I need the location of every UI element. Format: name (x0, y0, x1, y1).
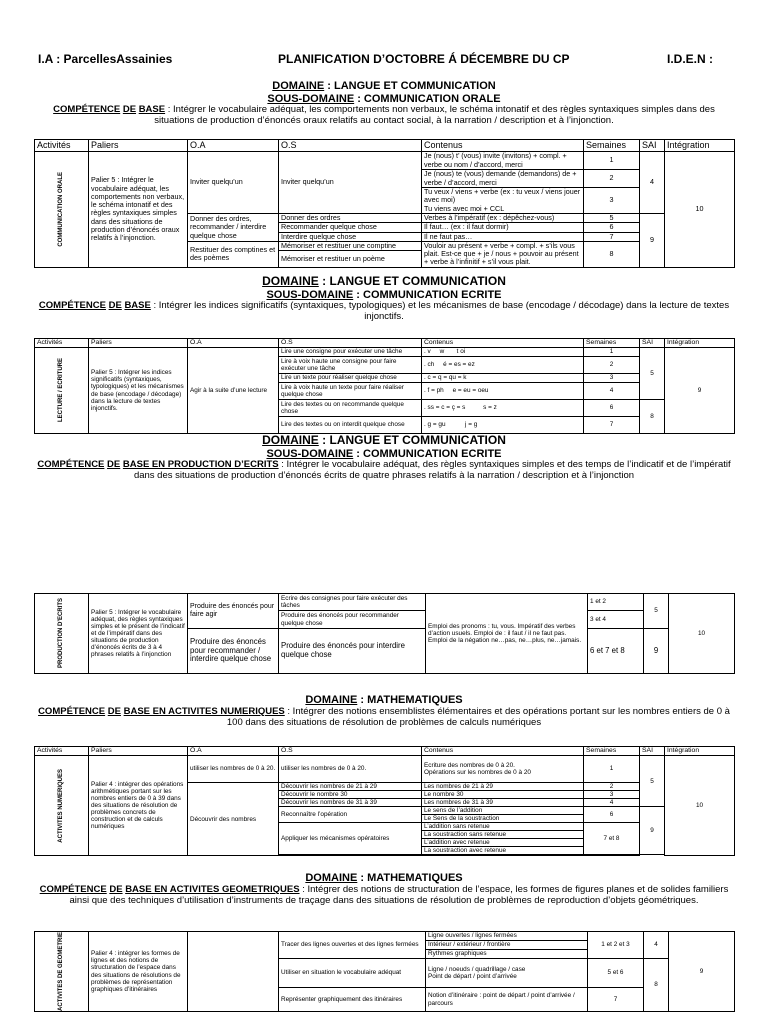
week-value: 1 (584, 348, 640, 357)
col-contenus: Contenus (422, 140, 584, 152)
palier-text: Palier 4 : intégrer des opérations arithmétiques portant sur les nombres entiers de 0 à 39 dans des situations de résolution de problèmes concrets de construction et de calculs numériques (89, 756, 188, 856)
content-text: Je (nous) t’ (vous) invite (invitons) + compl. + verbe ou nom / d’accord, merci (422, 152, 584, 170)
integration-value: 10 (665, 756, 735, 856)
section-4-heading: DOMAINE : MATHEMATIQUES COMPÉTENCE DE BASE EN ACTIVITES NUMERIQUES : Intégrer des notions ensemblistes élémentaires et des opérations portant sur les nombres entiers de 0 à 100 dans des situations de résolution de problèmes de calculs numériques (38, 694, 730, 728)
table-lecture-ecriture (34, 338, 735, 434)
content-text: Ecriture des nombres de 0 à 20. Opérations sur les nombres de 0 à 20 (422, 756, 584, 783)
palier-text: Palier 5 : Intégrer les indices significatifs (syntaxiques, typologiques) et les mécanismes de base (encodage / décodage) dans la lecture de textes injonctifs. (89, 348, 188, 434)
week-value: 3 et 4 (588, 611, 644, 629)
sai-value: 5 (644, 594, 669, 629)
os-text: Lire des textes ou on interdit quelque chose (279, 417, 422, 434)
content-text: Notion d’itinéraire : point de départ / point d’arrivée / parcours (426, 988, 588, 1012)
os-text: Lire un texte pour réaliser quelque chose (279, 374, 422, 383)
oa-text: Agir à la suite d’une lecture (188, 348, 279, 434)
week-value: 6 (584, 807, 640, 823)
table-production-ecrits (34, 593, 735, 674)
content-text: . f = ph e = eu = oeu (422, 383, 584, 400)
activity-label: COMMUNICATION ORALE (58, 172, 65, 247)
domain-value: : LANGUE ET COMMUNICATION (324, 80, 496, 92)
col-activites: Activités (35, 339, 89, 348)
sai-value: 9 (644, 629, 669, 674)
content-text: Ligne ouvertes / lignes fermées (426, 932, 588, 941)
col-integration: Intégration (665, 140, 735, 152)
week-value: 1 et 2 et 3 (588, 932, 644, 959)
os-text: utiliser les nombres de 0 à 20. (279, 756, 422, 783)
os-text: Représenter graphiquement des itinéraires (279, 988, 426, 1012)
domain-label: DOMAINE (272, 80, 325, 92)
os-text: Produire des énoncés pour interdire quelque chose (279, 629, 426, 674)
oa-text: Produire des énoncés pour recommander / interdire quelque chose (188, 629, 279, 674)
os-text: Ecrire des consignes pour faire exécuter des tâches (279, 594, 426, 611)
content-text: . c = q = qu = k (422, 374, 584, 383)
os-text: Mémoriser et restituer un poème (279, 251, 422, 267)
palier-text: Palier 5 : Intégrer le vocabulaire adéquat, les comportements non verbaux, le schéma intonatif et des règles syntaxiques simples dans des situations de production d’énoncés oraux relatifs à l’injonction. (89, 152, 188, 268)
col-os: O.S (279, 140, 422, 152)
col-activites: Activités (35, 747, 89, 756)
os-text: Utiliser en situation le vocabulaire adéquat (279, 959, 426, 988)
content-text: La soustraction avec retenue (422, 847, 584, 855)
week-value: 2 (584, 783, 640, 791)
integration-value: 9 (669, 932, 735, 1012)
competence-text: COMPÉTENCE DE BASE : Intégrer le vocabulaire adéquat, les comportements non verbaux, le schéma intonatif et des règles syntaxiques simples dans des situations de production d’énoncés oraux relatifs au contact social, à la narration / description et à l’injonction. (53, 104, 715, 127)
oa-text: Découvrir des nombres (188, 783, 279, 856)
content-text: Je (nous) te (vous) demande (demandons) de + verbe / d’accord, merci (422, 170, 584, 188)
oa-text: Restituer des comptines et des poèmes (188, 241, 279, 267)
section-2-heading: DOMAINE : LANGUE ET COMMUNICATION SOUS-DOMAINE : COMMUNICATION ECRITE COMPÉTENCE DE BASE : Intégrer les indices significatifs (syntaxiques, typologiques) et les mécanismes de base (encodage / décodage) dans la lecture de textes injonctifs. (38, 274, 730, 323)
col-activites: Activités (35, 140, 89, 152)
week-value: 8 (584, 241, 640, 267)
os-text: Découvrir le nombre 30 (279, 791, 422, 799)
os-text: Tracer des lignes ouvertes et des lignes fermées (279, 932, 426, 959)
content-text: Verbes à l’impératif (ex : dépêchez-vous) (422, 214, 584, 223)
os-text: Reconnaître l’opération (279, 807, 422, 823)
content-text: Le Sens de la soustraction (422, 815, 584, 823)
os-text: Lire à voix haute une consigne pour faire exécuter une tâche (279, 357, 422, 374)
sai-value: 9 (640, 214, 665, 268)
sai-value: 8 (644, 959, 669, 1012)
week-value: 6 et 7 et 8 (588, 629, 644, 674)
os-text: Lire des textes ou on recommande quelque chose (279, 400, 422, 417)
content-text: Rythmes graphiques (426, 950, 588, 959)
oa-text: Produire des énoncés pour faire agir (188, 594, 279, 629)
sai-value: 4 (640, 152, 665, 214)
subdomain-value: : COMMUNICATION ORALE (354, 92, 501, 105)
sai-value: 5 (640, 756, 665, 807)
activity-label: LECTURE / ECRITURE (58, 358, 65, 423)
week-value: 1 (584, 756, 640, 783)
week-value: 3 (584, 374, 640, 383)
week-value: 1 et 2 (588, 594, 644, 611)
content-text: Tu veux / viens + verbe (ex : tu veux / viens jouer avec moi) Tu viens avec moi + CCL (422, 188, 584, 214)
col-contenus: Contenus (422, 747, 584, 756)
content-text: . ss = c = ç = s s = z (422, 400, 584, 417)
ia-label: I.A : ParcellesAssainies (38, 52, 173, 66)
oa-text: Donner des ordres, recommander / interdire quelque chose (188, 214, 279, 242)
palier-text: Palier 4 : intégrer les formes de lignes et des notions de structuration de l’espace dans des situations de résolutions de problèmes de représentation graphiques d’itinéraires (89, 932, 188, 1012)
content-text: . ch é = es = ez (422, 357, 584, 374)
content-text: Les nombres de 21 à 29 (422, 783, 584, 791)
week-value: 2 (584, 170, 640, 188)
iden-label: I.D.E.N : (667, 52, 714, 66)
col-semaines: Semaines (584, 747, 640, 756)
oa-text (188, 932, 279, 1012)
os-text: Découvrir les nombres de 21 à 29 (279, 783, 422, 791)
col-sai: SAI (640, 339, 665, 348)
os-text: Produire des énoncés pour recommander quelque chose (279, 611, 426, 629)
os-text: Donner des ordres (279, 214, 422, 223)
col-paliers: Paliers (89, 339, 188, 348)
col-sai: SAI (640, 140, 665, 152)
week-value: 4 (584, 383, 640, 400)
sai-value: 9 (640, 807, 665, 855)
col-paliers: Paliers (89, 140, 188, 152)
col-integration: Intégration (665, 747, 735, 756)
integration-value: 10 (665, 152, 735, 268)
col-os: O.S (279, 339, 422, 348)
activity-label: PRODUCTION D’ECRITS (58, 598, 65, 669)
os-text: Interdire quelque chose (279, 232, 422, 241)
os-text: Mémoriser et restituer une comptine (279, 241, 422, 250)
week-value: 2 (584, 357, 640, 374)
week-value: 5 et 6 (588, 959, 644, 988)
week-value: 4 (584, 799, 640, 807)
os-text: Recommander quelque chose (279, 223, 422, 232)
week-value: 5 (584, 214, 640, 223)
table-activites-geometrie (34, 931, 735, 1012)
content-text: Ligne / noeuds / quadrillage / case Point de départ / point d’arrivée (426, 959, 588, 988)
content-text: Il faut… (ex : il faut dormir) (422, 223, 584, 232)
col-sai: SAI (640, 747, 665, 756)
content-text: Emploi des pronoms : tu, vous. Impératif des verbes d’action usuels. Emploi de : il faut / il ne faut pas. Emploi de la négation ne…pas, ne…plus, ne…jamais. (426, 594, 588, 674)
content-text: . v w t oi (422, 348, 584, 357)
content-text: . g = gu j = g (422, 417, 584, 434)
os-text: Lire une consigne pour exécuter une tâche (279, 348, 422, 357)
week-value: 7 et 8 (584, 823, 640, 855)
integration-value: 10 (669, 594, 735, 674)
content-text: Il ne faut pas… (422, 232, 584, 241)
col-oa: O.A (188, 747, 279, 756)
col-integration: Intégration (665, 339, 735, 348)
content-text: Le sens de l’addition (422, 807, 584, 815)
sai-value: 4 (644, 932, 669, 959)
col-oa: O.A (188, 140, 279, 152)
content-text: La soustraction sans retenue (422, 831, 584, 839)
col-contenus: Contenus (422, 339, 584, 348)
week-value: 7 (584, 417, 640, 434)
os-text: Découvrir les nombres de 31 à 39 (279, 799, 422, 807)
week-value: 7 (588, 988, 644, 1012)
os-text: Inviter quelqu’un (279, 152, 422, 214)
col-os: O.S (279, 747, 422, 756)
oa-text: Inviter quelqu’un (188, 152, 279, 214)
week-value: 3 (584, 188, 640, 214)
table-activites-numeriques (34, 746, 735, 856)
sai-value: 5 (640, 348, 665, 400)
week-value: 6 (584, 400, 640, 417)
week-value: 6 (584, 223, 640, 232)
col-paliers: Paliers (89, 747, 188, 756)
table-communication-orale (34, 139, 735, 268)
page-title: PLANIFICATION D’OCTOBRE Á DÉCEMBRE DU CP (278, 52, 570, 66)
col-oa: O.A (188, 339, 279, 348)
activity-label: ACTIVITES NUMERIQUES (58, 768, 65, 843)
integration-value: 9 (665, 348, 735, 434)
section-1-heading (0, 80, 768, 127)
section-3-heading: DOMAINE : LANGUE ET COMMUNICATION SOUS-DOMAINE : COMMUNICATION ECRITE COMPÉTENCE DE BASE EN PRODUCTION D’ECRITS : Intégrer le vocabulaire adéquat, des règles syntaxiques simples et des temps de l’indicatif et de l’impératif dans des situations de production d’énoncés écrits de quatre phrases relatifs à la narration / description et à l’injonction (37, 433, 731, 482)
oa-text: utiliser les nombres de 0 à 20. (188, 756, 279, 783)
col-semaines: Semaines (584, 339, 640, 348)
subdomain-label: SOUS-DOMAINE (267, 92, 355, 105)
content-text: Vouloir au présent + verbe + compl. + s’ils vous plait. Est-ce que + je / nous + pouvoir au présent + verbe à l’infinitif + s’il vous plait. (422, 241, 584, 267)
os-text: Appliquer les mécanismes opératoires (279, 823, 422, 855)
content-text: Les nombres de 31 à 39 (422, 799, 584, 807)
content-text: L’addition avec retenue (422, 839, 584, 847)
os-text: Lire à voix haute un texte pour faire réaliser quelque chose (279, 383, 422, 400)
content-text: Intérieur / extérieur / frontière (426, 941, 588, 950)
section-5-heading: DOMAINE : MATHEMATIQUES COMPÉTENCE DE BASE EN ACTIVITES GEOMETRIQUES : Intégrer des notions de structuration de l’espace, les formes de figures planes et de solides familiers ainsi que des techniques d’utilisation d’instruments de traçage dans des situations de résolution de problèmes de reproduction d’objets géométriques. (39, 872, 729, 906)
content-text: Le nombre 30 (422, 791, 584, 799)
week-value: 1 (584, 152, 640, 170)
sai-value: 8 (640, 400, 665, 434)
week-value: 3 (584, 791, 640, 799)
content-text: L’addition sans retenue (422, 823, 584, 831)
week-value: 7 (584, 232, 640, 241)
col-semaines: Semaines (584, 140, 640, 152)
activity-label: ACTIVITES DE GEOMETRIE (58, 932, 65, 1012)
palier-text: Palier 5 : Intégrer le vocabulaire adéquat, des règles syntaxiques simples et le présent de l’indicatif et de l’impératif dans des situations de production d’énoncés écrits de 3 à 4 phrases relatifs à l’injonction (89, 594, 188, 674)
